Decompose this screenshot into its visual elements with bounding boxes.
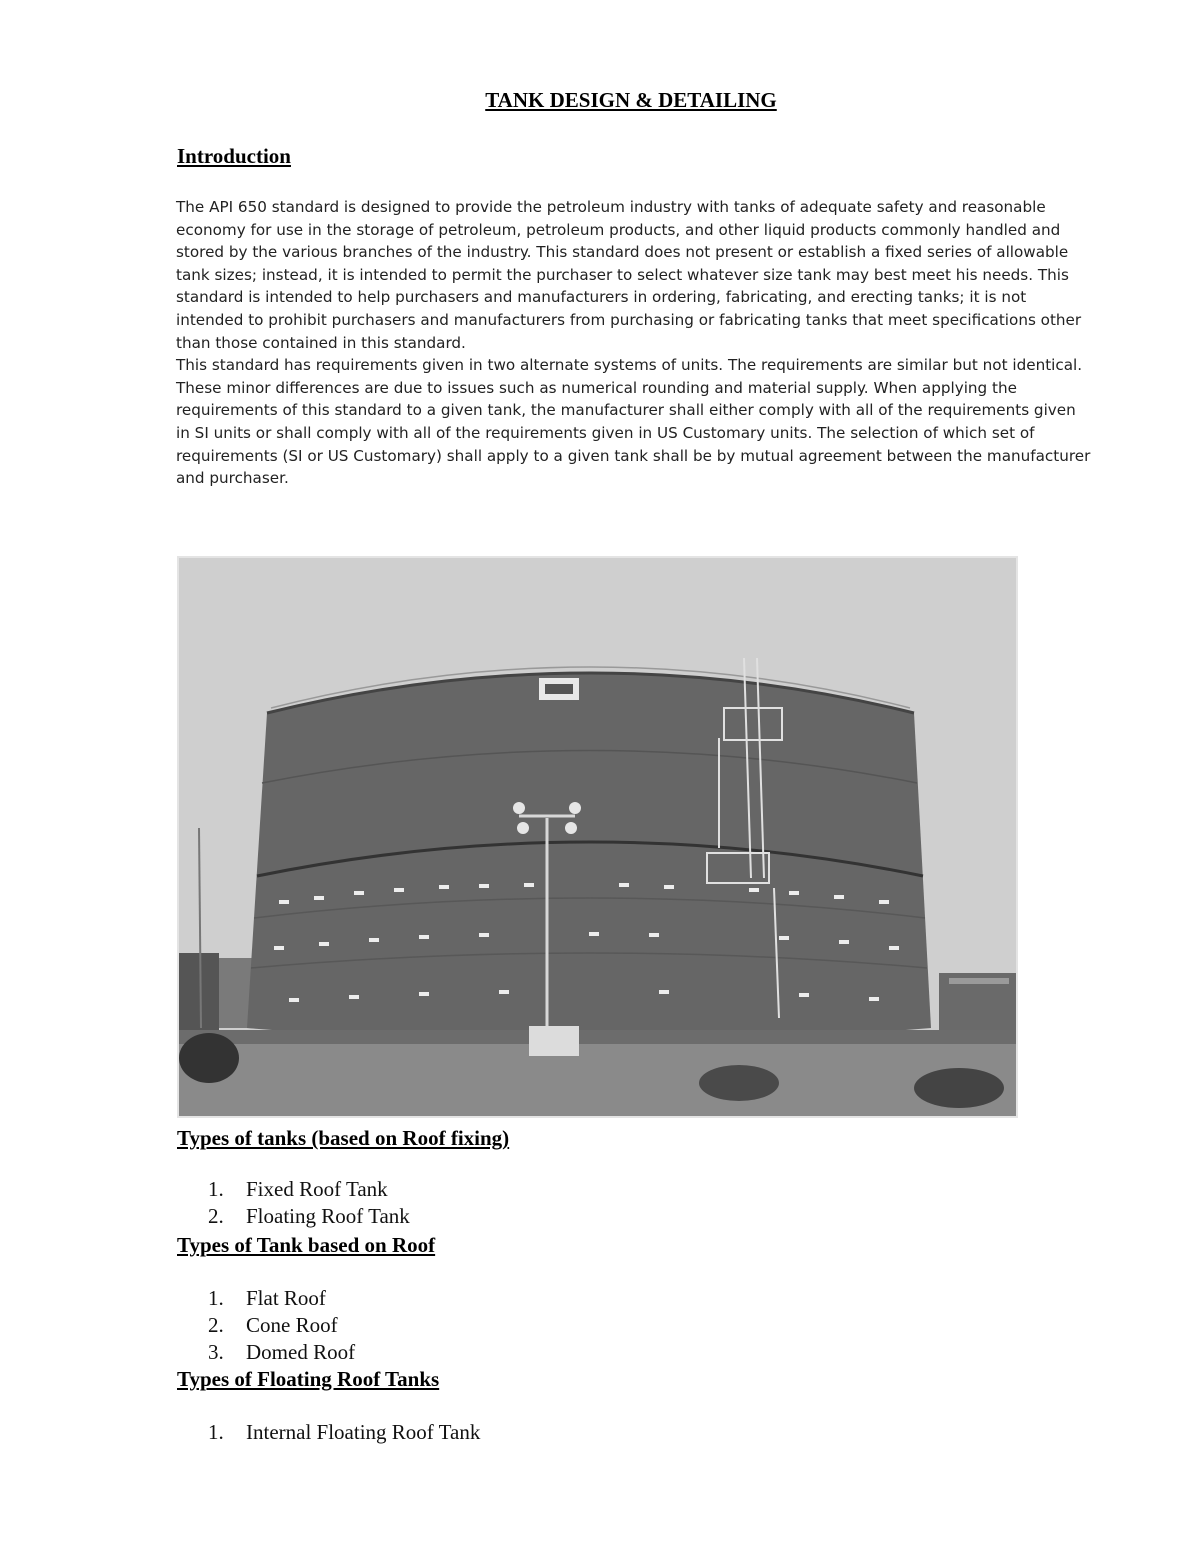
list-item-label: Internal Floating Roof Tank [246, 1420, 481, 1444]
floating-roof-list [208, 1419, 480, 1446]
introduction-heading: Introduction [177, 144, 291, 168]
list-number: 1. [208, 1177, 224, 1201]
roof-type-heading: Types of Tank based on Roof [177, 1233, 436, 1257]
list-number: 1. [208, 1420, 224, 1444]
list-number: 1. [208, 1286, 224, 1310]
list-item [208, 1312, 355, 1339]
roof-type-list [208, 1285, 355, 1366]
introduction-paragraph: This standard has requirements given in two alternate systems of units. The requirements are similar but not identical. These minor differences are due to issues such as numerical rounding and material supply. When applying the requirements of this standard to a given tank, the manufacturer shall either comply with all of the requirements given in SI units or shall comply with all of the requirements given in US Customary units. The selection of which set of requirements (SI or US Customary) shall apply to a given tank shall be by mutual agreement between the manufacturer and purchaser. [176, 356, 1091, 488]
list-item [208, 1203, 410, 1230]
list-item-label: Cone Roof [246, 1313, 338, 1337]
list-number: 3. [208, 1340, 224, 1364]
list-item [208, 1419, 480, 1446]
list-item [208, 1285, 355, 1312]
roof-fixing-list [208, 1176, 410, 1230]
list-item-label: Floating Roof Tank [246, 1204, 410, 1228]
list-number: 2. [208, 1313, 224, 1337]
list-item-label: Flat Roof [246, 1286, 326, 1310]
list-item-label: Domed Roof [246, 1340, 356, 1364]
storage-tank-photo [177, 556, 1018, 1118]
floating-roof-heading: Types of Floating Roof Tanks [177, 1367, 440, 1391]
document-title: TANK DESIGN & DETAILING [485, 88, 777, 112]
list-item [208, 1339, 355, 1366]
roof-fixing-heading: Types of tanks (based on Roof fixing) [177, 1126, 510, 1150]
introduction-paragraph: The API 650 standard is designed to provide the petroleum industry with tanks of adequate safety and reasonable economy for use in the storage of petroleum, petroleum products, and other liquid products commonly handled and stored by the various branches of the industry. This standard does not present or establish a fixed series of allowable tank sizes; instead, it is intended to permit the purchaser to select whatever size tank may best meet his needs. This standard is intended to help purchasers and manufacturers in ordering, fabricating, and erecting tanks; it is not intended to prohibit purchasers and manufacturers from purchasing or fabricating tanks that meet specifications other than those contained in this standard. [176, 198, 1082, 352]
storage-tank-illustration [179, 558, 1016, 1116]
introduction-body [176, 196, 1094, 490]
list-item [208, 1176, 410, 1203]
list-number: 2. [208, 1204, 224, 1228]
list-item-label: Fixed Roof Tank [246, 1177, 388, 1201]
